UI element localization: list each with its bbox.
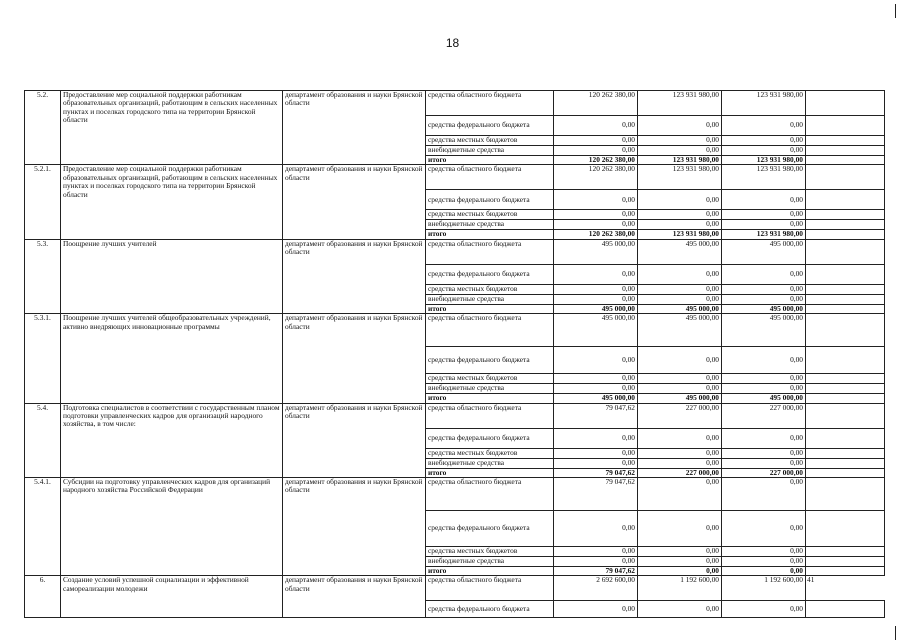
- amount-year-2: 0,00: [638, 220, 722, 230]
- amount-year-2: 495 000,00: [638, 394, 722, 403]
- amount-year-3: 0,00: [722, 146, 806, 156]
- funding-source: средства федерального бюджета: [426, 428, 554, 448]
- amount-year-3: 0,00: [722, 428, 806, 448]
- empty-cell: [806, 394, 885, 403]
- amount-year-3: 0,00: [722, 347, 806, 374]
- funding-source: итого: [426, 156, 554, 165]
- item-name: Поощрение лучших учителей: [61, 239, 283, 313]
- amount-year-2: 1 192 600,00: [638, 576, 722, 601]
- amount-year-3: 495 000,00: [722, 304, 806, 313]
- item-number: 5.4.: [25, 403, 61, 477]
- amount-year-2: 0,00: [638, 347, 722, 374]
- funding-source: средства федерального бюджета: [426, 511, 554, 547]
- funding-source: средства местных бюджетов: [426, 136, 554, 146]
- funding-source: средства федерального бюджета: [426, 190, 554, 210]
- empty-cell: [806, 146, 885, 156]
- funding-source: средства областного бюджета: [426, 478, 554, 511]
- amount-year-3: 0,00: [722, 384, 806, 394]
- empty-cell: [806, 156, 885, 165]
- amount-year-2: 0,00: [638, 264, 722, 284]
- amount-year-3: 495 000,00: [722, 314, 806, 347]
- continuation-page-note: 41: [807, 575, 815, 585]
- empty-cell: [806, 511, 885, 547]
- budget-table: [24, 90, 885, 618]
- amount-year-1: 120 262 380,00: [554, 91, 638, 116]
- amount-year-2: 0,00: [638, 511, 722, 547]
- amount-year-1: 0,00: [554, 347, 638, 374]
- amount-year-1: 0,00: [554, 294, 638, 304]
- item-number: 6.: [25, 576, 61, 618]
- amount-year-3: 0,00: [722, 136, 806, 146]
- amount-year-3: 0,00: [722, 557, 806, 567]
- empty-cell: [806, 239, 885, 264]
- item-name: Поощрение лучших учителей общеобразовательных учреждений, активно внедряющих инновационные программы: [61, 314, 283, 403]
- amount-year-2: 227 000,00: [638, 468, 722, 477]
- amount-year-3: 0,00: [722, 294, 806, 304]
- amount-year-2: 123 931 980,00: [638, 156, 722, 165]
- item-name: Предоставление мер социальной поддержки работникам образовательных организаций, работающим в сельских населенных пунктах и поселках городского типа на территории Брянской области: [61, 165, 283, 239]
- funding-source: внебюджетные средства: [426, 384, 554, 394]
- amount-year-3: 0,00: [722, 547, 806, 557]
- empty-cell: [806, 136, 885, 146]
- funding-source: средства местных бюджетов: [426, 284, 554, 294]
- amount-year-3: 495 000,00: [722, 239, 806, 264]
- amount-year-2: 0,00: [638, 557, 722, 567]
- item-number: 5.4.1.: [25, 478, 61, 576]
- amount-year-2: 123 931 980,00: [638, 165, 722, 190]
- amount-year-1: 0,00: [554, 116, 638, 136]
- empty-cell: [806, 190, 885, 210]
- amount-year-3: 0,00: [722, 511, 806, 547]
- amount-year-1: 79 047,62: [554, 468, 638, 477]
- funding-source: средства областного бюджета: [426, 165, 554, 190]
- scan-edge-mark: [895, 4, 896, 18]
- budget-line-row: [25, 165, 885, 190]
- amount-year-1: 0,00: [554, 220, 638, 230]
- amount-year-2: 0,00: [638, 448, 722, 458]
- amount-year-1: 0,00: [554, 511, 638, 547]
- amount-year-3: 0,00: [722, 458, 806, 468]
- funding-source: средства областного бюджета: [426, 314, 554, 347]
- amount-year-3: 0,00: [722, 478, 806, 511]
- funding-source: средства федерального бюджета: [426, 116, 554, 136]
- empty-cell: [806, 567, 885, 576]
- budget-line-row: [25, 91, 885, 116]
- amount-year-1: 2 692 600,00: [554, 576, 638, 601]
- empty-cell: [806, 210, 885, 220]
- amount-year-1: 0,00: [554, 210, 638, 220]
- empty-cell: [806, 557, 885, 567]
- page-number: 18: [445, 36, 460, 50]
- empty-cell: [806, 230, 885, 239]
- amount-year-3: 0,00: [722, 190, 806, 210]
- amount-year-1: 0,00: [554, 428, 638, 448]
- item-number: 5.2.: [25, 91, 61, 165]
- empty-cell: [806, 264, 885, 284]
- empty-cell: [806, 374, 885, 384]
- amount-year-1: 0,00: [554, 146, 638, 156]
- amount-year-1: 0,00: [554, 284, 638, 294]
- funding-source: средства федерального бюджета: [426, 264, 554, 284]
- amount-year-3: 0,00: [722, 220, 806, 230]
- amount-year-2: 495 000,00: [638, 314, 722, 347]
- amount-year-1: 0,00: [554, 264, 638, 284]
- empty-cell: [806, 458, 885, 468]
- empty-cell: [806, 347, 885, 374]
- funding-source: итого: [426, 468, 554, 477]
- funding-source: средства областного бюджета: [426, 576, 554, 601]
- amount-year-3: 227 000,00: [722, 403, 806, 428]
- amount-year-2: 0,00: [638, 294, 722, 304]
- budget-line-row: [25, 478, 885, 511]
- amount-year-3: 123 931 980,00: [722, 91, 806, 116]
- scan-edge-mark: [895, 626, 896, 640]
- amount-year-1: 79 047,62: [554, 403, 638, 428]
- amount-year-2: 0,00: [638, 478, 722, 511]
- amount-year-3: 123 931 980,00: [722, 230, 806, 239]
- funding-source: итого: [426, 304, 554, 313]
- funding-source: внебюджетные средства: [426, 557, 554, 567]
- amount-year-2: 495 000,00: [638, 304, 722, 313]
- executor-name: департамент образования и науки Брянской области: [283, 239, 426, 313]
- empty-cell: [806, 304, 885, 313]
- funding-source: средства местных бюджетов: [426, 210, 554, 220]
- amount-year-3: 123 931 980,00: [722, 165, 806, 190]
- item-name: Создание условий успешной социализации и эффективной самореализации молодежи: [61, 576, 283, 618]
- empty-cell: [806, 314, 885, 347]
- executor-name: департамент образования и науки Брянской области: [283, 478, 426, 576]
- funding-source: средства местных бюджетов: [426, 374, 554, 384]
- item-number: 5.2.1.: [25, 165, 61, 239]
- empty-cell: [806, 547, 885, 557]
- amount-year-2: 0,00: [638, 136, 722, 146]
- amount-year-3: 227 000,00: [722, 468, 806, 477]
- item-name: Субсидии на подготовку управленческих кадров для организаций народного хозяйства Российской Федерации: [61, 478, 283, 576]
- funding-source: средства местных бюджетов: [426, 547, 554, 557]
- amount-year-1: 0,00: [554, 557, 638, 567]
- item-number: 5.3.1.: [25, 314, 61, 403]
- amount-year-2: 0,00: [638, 458, 722, 468]
- funding-source: средства местных бюджетов: [426, 448, 554, 458]
- empty-cell: [806, 91, 885, 116]
- amount-year-1: 120 262 380,00: [554, 156, 638, 165]
- amount-year-3: 1 192 600,00: [722, 576, 806, 601]
- amount-year-3: 0,00: [722, 567, 806, 576]
- empty-cell: [806, 165, 885, 190]
- amount-year-2: 0,00: [638, 210, 722, 220]
- budget-line-row: [25, 576, 885, 601]
- amount-year-1: 0,00: [554, 384, 638, 394]
- amount-year-2: 227 000,00: [638, 403, 722, 428]
- item-number: 5.3.: [25, 239, 61, 313]
- amount-year-1: 0,00: [554, 601, 638, 618]
- amount-year-1: 120 262 380,00: [554, 165, 638, 190]
- funding-source: средства областного бюджета: [426, 91, 554, 116]
- empty-cell: [806, 284, 885, 294]
- empty-cell: [806, 478, 885, 511]
- funding-source: итого: [426, 567, 554, 576]
- amount-year-2: 495 000,00: [638, 239, 722, 264]
- amount-year-2: 0,00: [638, 428, 722, 448]
- amount-year-3: 0,00: [722, 284, 806, 294]
- amount-year-3: 0,00: [722, 448, 806, 458]
- funding-source: внебюджетные средства: [426, 146, 554, 156]
- amount-year-2: 0,00: [638, 190, 722, 210]
- amount-year-1: 120 262 380,00: [554, 230, 638, 239]
- amount-year-2: 0,00: [638, 146, 722, 156]
- amount-year-2: 0,00: [638, 567, 722, 576]
- amount-year-3: 0,00: [722, 374, 806, 384]
- empty-cell: [806, 428, 885, 448]
- amount-year-1: 0,00: [554, 190, 638, 210]
- amount-year-2: 0,00: [638, 601, 722, 618]
- amount-year-3: 0,00: [722, 210, 806, 220]
- budget-line-row: [25, 314, 885, 347]
- empty-cell: [806, 448, 885, 458]
- funding-source: средства областного бюджета: [426, 403, 554, 428]
- amount-year-3: 0,00: [722, 601, 806, 618]
- funding-source: внебюджетные средства: [426, 294, 554, 304]
- item-name: Предоставление мер социальной поддержки работникам образовательных организаций, работающим в сельских населенных пунктах и поселках городского типа на территории Брянской области: [61, 91, 283, 165]
- funding-source: средства федерального бюджета: [426, 347, 554, 374]
- amount-year-1: 0,00: [554, 547, 638, 557]
- amount-year-1: 79 047,62: [554, 478, 638, 511]
- amount-year-3: 123 931 980,00: [722, 156, 806, 165]
- empty-cell: [806, 294, 885, 304]
- funding-source: внебюджетные средства: [426, 458, 554, 468]
- executor-name: департамент образования и науки Брянской области: [283, 314, 426, 403]
- amount-year-1: 0,00: [554, 374, 638, 384]
- amount-year-3: 495 000,00: [722, 394, 806, 403]
- executor-name: департамент образования и науки Брянской области: [283, 91, 426, 165]
- funding-source: средства областного бюджета: [426, 239, 554, 264]
- funding-source: средства федерального бюджета: [426, 601, 554, 618]
- funding-source: внебюджетные средства: [426, 220, 554, 230]
- amount-year-2: 0,00: [638, 374, 722, 384]
- empty-cell: [806, 116, 885, 136]
- amount-year-1: 495 000,00: [554, 314, 638, 347]
- item-name: Подготовка специалистов в соответствии с государственным планом подготовки управленческих кадров для организаций народного хозяйства, в том числе:: [61, 403, 283, 477]
- empty-cell: [806, 601, 885, 618]
- amount-year-1: 495 000,00: [554, 394, 638, 403]
- budget-line-row: [25, 239, 885, 264]
- amount-year-2: 123 931 980,00: [638, 91, 722, 116]
- amount-year-2: 0,00: [638, 384, 722, 394]
- amount-year-3: 0,00: [722, 264, 806, 284]
- funding-source: итого: [426, 394, 554, 403]
- amount-year-2: 0,00: [638, 284, 722, 294]
- amount-year-1: 79 047,62: [554, 567, 638, 576]
- empty-cell: [806, 220, 885, 230]
- amount-year-1: 495 000,00: [554, 239, 638, 264]
- amount-year-2: 0,00: [638, 547, 722, 557]
- empty-cell: [806, 384, 885, 394]
- amount-year-1: 0,00: [554, 448, 638, 458]
- executor-name: департамент образования и науки Брянской области: [283, 165, 426, 239]
- amount-year-1: 495 000,00: [554, 304, 638, 313]
- funding-source: итого: [426, 230, 554, 239]
- executor-name: департамент образования и науки Брянской области: [283, 403, 426, 477]
- amount-year-1: 0,00: [554, 458, 638, 468]
- amount-year-1: 0,00: [554, 136, 638, 146]
- amount-year-2: 123 931 980,00: [638, 230, 722, 239]
- amount-year-3: 0,00: [722, 116, 806, 136]
- budget-line-row: [25, 403, 885, 428]
- executor-name: департамент образования и науки Брянской области: [283, 576, 426, 618]
- amount-year-2: 0,00: [638, 116, 722, 136]
- empty-cell: [806, 468, 885, 477]
- empty-cell: [806, 403, 885, 428]
